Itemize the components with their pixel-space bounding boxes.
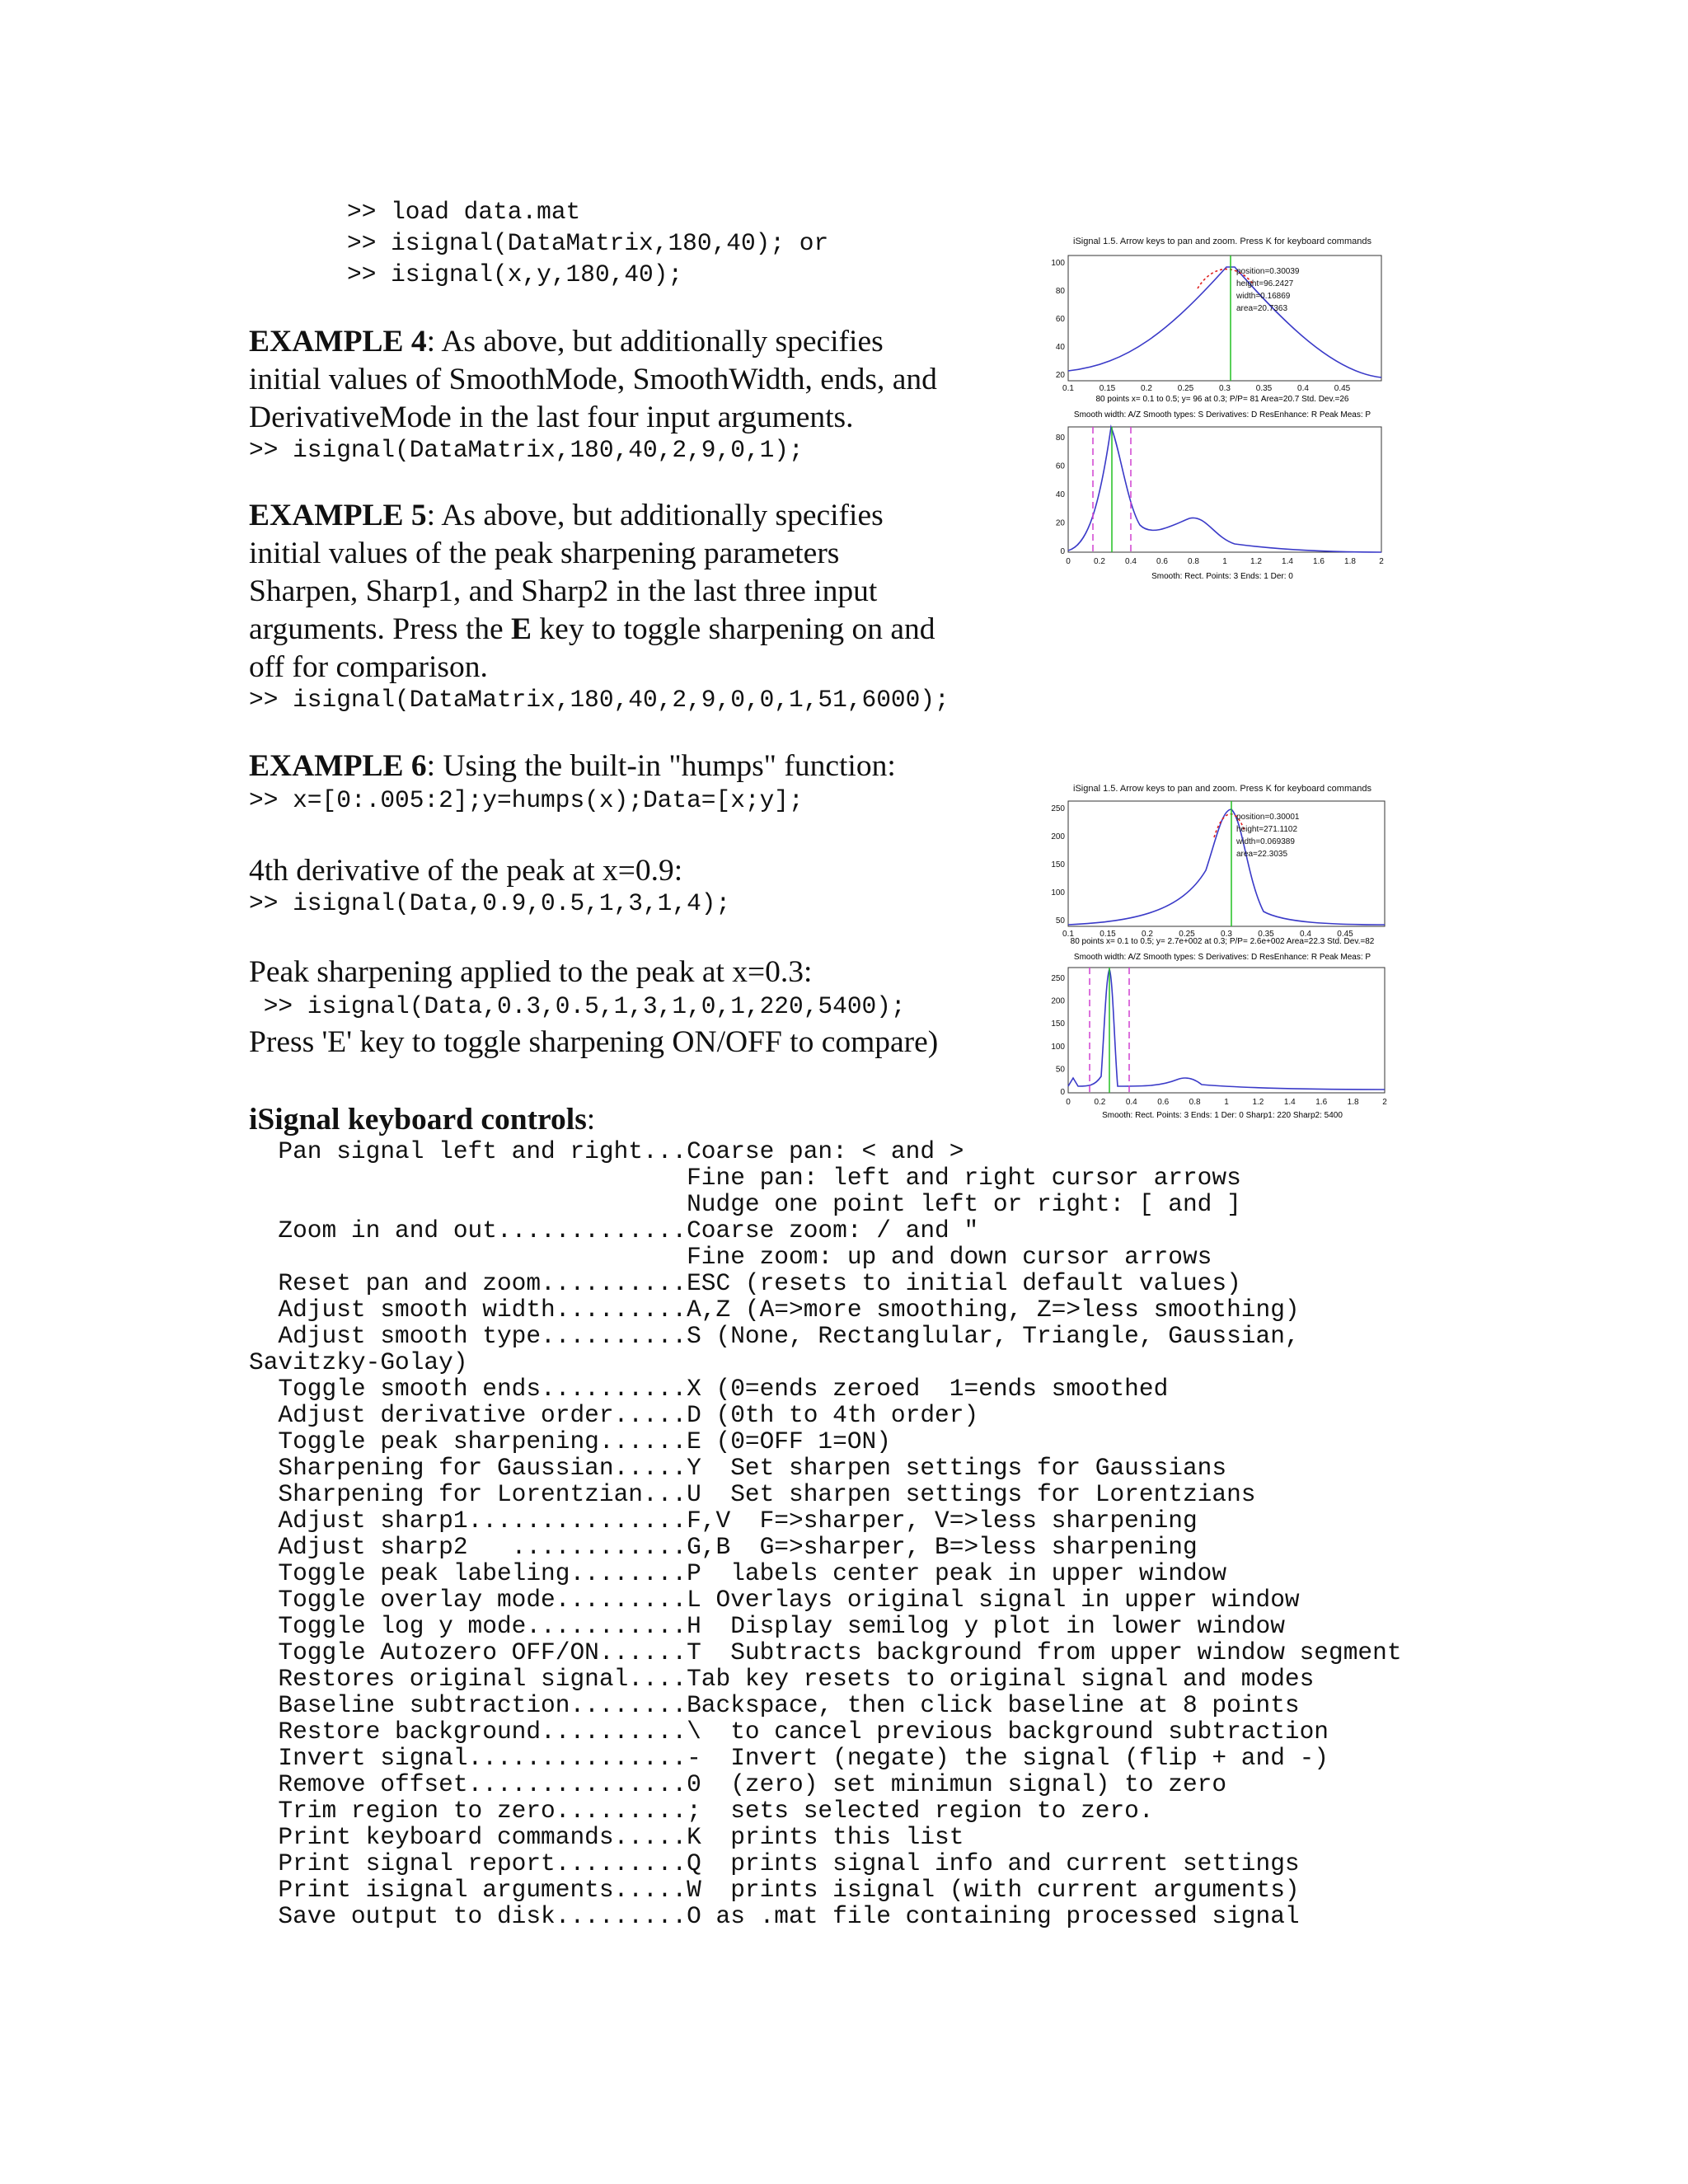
y-tick-label: 100: [1051, 1042, 1065, 1052]
x-tick-label: 1: [1224, 1098, 1229, 1107]
figure2-status2: Smooth width: A/Z Smooth types: S Derivatives: D ResEnhance: R Peak Meas: P: [1073, 953, 1372, 962]
x-tick-label: 0: [1066, 1098, 1071, 1107]
figure1-status2: Smooth width: A/Z Smooth types: S Derivatives: D ResEnhance: R Peak Meas: P: [1073, 410, 1372, 419]
controls-line: Print isignal arguments.....W prints isignal (with current arguments): [249, 1876, 1300, 1904]
x-tick-label: 0.35: [1258, 930, 1274, 939]
peak-info-label: height=271.1102: [1236, 825, 1298, 834]
example6-sharp-code: >> isignal(Data,0.3,0.5,1,3,1,0,1,220,5400);: [249, 992, 906, 1020]
controls-line: Fine zoom: up and down cursor arrows: [249, 1243, 1212, 1271]
x-tick-label: 0.2: [1142, 930, 1153, 939]
figure2-footer: Smooth: Rect. Points: 3 Ends: 1 Der: 0 Sharp1: 220 Sharp2: 5400: [1102, 1111, 1343, 1120]
controls-line: Print signal report.........Q prints signal info and current settings: [249, 1849, 1300, 1877]
intro-code-1: >> load data.mat: [347, 198, 581, 226]
x-tick-label: 0.3: [1221, 930, 1232, 939]
x-tick-label: 0.45: [1334, 384, 1351, 393]
figure2-status1: 80 points x= 0.1 to 0.5; y= 2.7e+002 at 0.3; P/P= 2.6e+002 Area=22.3 Std. Dev.=82: [1070, 937, 1375, 946]
controls-line: Restore background..........\ to cancel previous background subtraction: [249, 1718, 1329, 1746]
controls-line: Fine pan: left and right cursor arrows: [249, 1164, 1241, 1192]
peak-info-label: position=0.30001: [1236, 813, 1300, 822]
controls-line: Nudge one point left or right: [ and ]: [249, 1190, 1241, 1218]
y-tick-label: 150: [1051, 860, 1065, 869]
intro-code-3: >> isignal(x,y,180,40);: [347, 260, 683, 288]
controls-line: Reset pan and zoom..........ESC (resets to initial default values): [249, 1269, 1241, 1297]
peak-info-label: width=0.16869: [1236, 292, 1291, 301]
example5-code: >> isignal(DataMatrix,180,40,2,9,0,0,1,51,6000);: [249, 686, 950, 714]
x-tick-label: 0.6: [1157, 1098, 1170, 1107]
peak-info-label: area=20.7363: [1236, 304, 1288, 313]
x-tick-label: 0.25: [1177, 384, 1194, 393]
x-tick-label: 0.45: [1337, 930, 1353, 939]
example6-deriv-code: >> isignal(Data,0.9,0.5,1,3,1,4);: [249, 889, 731, 917]
controls-line: Pan signal left and right...Coarse pan: < and >: [249, 1137, 964, 1165]
controls-line: Adjust smooth type..........S (None, Rectanglular, Triangle, Gaussian,: [249, 1322, 1300, 1350]
example6-sharp-note: Press 'E' key to toggle sharpening ON/OFF to compare): [249, 1025, 939, 1059]
controls-line: Toggle smooth ends..........X (0=ends zeroed 1=ends smoothed: [249, 1375, 1169, 1403]
x-tick-label: 1.6: [1313, 557, 1325, 566]
x-tick-label: 0.4: [1300, 930, 1311, 939]
controls-line: Toggle log y mode...........H Display semilog y plot in lower window: [249, 1612, 1285, 1640]
example6-heading: EXAMPLE 6: Using the built-in "humps" function:: [249, 749, 896, 783]
x-tick-label: 1.8: [1344, 557, 1356, 566]
x-tick-label: 1.2: [1252, 1098, 1264, 1107]
example4-code: >> isignal(DataMatrix,180,40,2,9,0,1);: [249, 436, 804, 464]
example5-line-1: EXAMPLE 5: As above, but additionally specifies: [249, 499, 884, 532]
y-tick-label: 150: [1051, 1019, 1065, 1029]
x-tick-label: 0.4: [1297, 384, 1309, 393]
y-tick-label: 80: [1055, 434, 1065, 443]
peak-info-label: width=0.069389: [1236, 837, 1295, 846]
x-tick-label: 1.4: [1282, 557, 1293, 566]
figure1-title: iSignal 1.5. Arrow keys to pan and zoom. Press K for keyboard commands: [1073, 237, 1372, 246]
controls-line: Toggle peak sharpening......E (0=OFF 1=ON): [249, 1427, 891, 1455]
x-tick-label: 1.8: [1347, 1098, 1359, 1107]
y-tick-label: 20: [1055, 371, 1065, 380]
controls-line: Toggle overlay mode.........L Overlays original signal in upper window: [249, 1586, 1300, 1614]
example5-label: EXAMPLE 5: [249, 499, 427, 532]
controls-line: Adjust sharp1...............F,V F=>sharper, V=>less sharpening: [249, 1507, 1198, 1535]
figure2-lower-axes: [1068, 968, 1385, 1093]
controls-line: Remove offset...............0 (zero) set minimun signal) to zero: [249, 1770, 1227, 1798]
figure1-upper-axes: [1068, 255, 1381, 381]
controls-line: Restores original signal....Tab key resets to original signal and modes: [249, 1665, 1315, 1693]
figure2-upper-axes: [1068, 801, 1385, 926]
x-tick-label: 0.8: [1188, 557, 1199, 566]
x-tick-label: 1: [1222, 557, 1227, 566]
x-tick-label: 0.6: [1156, 557, 1168, 566]
controls-line: Sharpening for Lorentzian...U Set sharpen settings for Lorentzians: [249, 1480, 1256, 1508]
x-tick-label: 0.35: [1255, 384, 1273, 393]
peak-info-label: position=0.30039: [1236, 267, 1300, 276]
x-tick-label: 1.4: [1283, 1098, 1296, 1107]
x-tick-label: 0.15: [1100, 930, 1116, 939]
example5-line-5: off for comparison.: [249, 650, 488, 684]
controls-heading: iSignal keyboard controls:: [249, 1103, 596, 1137]
example5-line-2: initial values of the peak sharpening parameters: [249, 537, 840, 570]
y-tick-label: 40: [1055, 343, 1065, 352]
y-tick-label: 60: [1055, 462, 1065, 471]
y-tick-label: 50: [1055, 1065, 1065, 1075]
x-tick-label: 0.25: [1179, 930, 1195, 939]
example4-line-3: DerivativeMode in the last four input arguments.: [249, 401, 854, 434]
x-tick-label: 0.4: [1125, 1098, 1137, 1107]
x-tick-label: 0.2: [1094, 1098, 1106, 1107]
x-tick-label: 2: [1382, 1098, 1387, 1107]
controls-line: Sharpening for Gaussian.....Y Set sharpen settings for Gaussians: [249, 1454, 1227, 1482]
x-tick-label: 0.3: [1219, 384, 1231, 393]
y-tick-label: 100: [1051, 888, 1065, 898]
y-tick-label: 80: [1055, 287, 1065, 296]
y-tick-label: 40: [1055, 490, 1065, 499]
x-tick-label: 0.2: [1141, 384, 1152, 393]
controls-line: Adjust derivative order.....D (0th to 4th order): [249, 1401, 979, 1429]
isignal-figure-2: [1037, 780, 1416, 1124]
y-tick-label: 60: [1055, 315, 1065, 324]
x-tick-label: 0.1: [1062, 930, 1074, 939]
controls-line: Zoom in and out.............Coarse zoom: / and ": [249, 1216, 979, 1244]
y-tick-label: 250: [1051, 974, 1065, 983]
example5-line-3: Sharpen, Sharp1, and Sharp2 in the last three input: [249, 574, 878, 608]
y-tick-label: 0: [1060, 1088, 1065, 1097]
controls-line: Print keyboard commands.....K prints this list: [249, 1823, 964, 1851]
y-tick-label: 20: [1055, 518, 1065, 528]
peak-info-label: area=22.3035: [1236, 850, 1288, 859]
example4-line-2: initial values of SmoothMode, SmoothWidth, ends, and: [249, 363, 937, 396]
x-tick-label: 0: [1066, 557, 1071, 566]
example6-label: EXAMPLE 6: [249, 749, 427, 783]
x-tick-label: 0.15: [1099, 384, 1116, 393]
figure1-lower-axes: [1068, 427, 1381, 552]
x-tick-label: 0.8: [1189, 1098, 1201, 1107]
y-tick-label: 50: [1055, 916, 1065, 926]
x-tick-label: 1.2: [1250, 557, 1262, 566]
example4-line-1: EXAMPLE 4: As above, but additionally specifies: [249, 325, 884, 359]
example6-sharp-text: Peak sharpening applied to the peak at x=0.3:: [249, 955, 813, 989]
y-tick-label: 100: [1051, 259, 1065, 268]
intro-code-2: >> isignal(DataMatrix,180,40); or: [347, 229, 829, 257]
y-tick-label: 250: [1051, 804, 1065, 813]
x-tick-label: 1.6: [1315, 1098, 1328, 1107]
x-tick-label: 0.1: [1062, 384, 1074, 393]
figure2-title: iSignal 1.5. Arrow keys to pan and zoom. Press K for keyboard commands: [1073, 784, 1372, 794]
controls-line: Toggle peak labeling........P labels center peak in upper window: [249, 1559, 1227, 1587]
example6-deriv-text: 4th derivative of the peak at x=0.9:: [249, 854, 683, 888]
isignal-figure-1: [1037, 232, 1408, 587]
example6-code: >> x=[0:.005:2];y=humps(x);Data=[x;y];: [249, 786, 804, 814]
controls-line: Toggle Autozero OFF/ON......T Subtracts background from upper window segment: [249, 1638, 1402, 1666]
example4-label: EXAMPLE 4: [249, 325, 427, 359]
controls-line: Save output to disk.........O as .mat file containing processed signal: [249, 1902, 1300, 1930]
controls-line: Adjust smooth width.........A,Z (A=>more smoothing, Z=>less smoothing): [249, 1296, 1300, 1324]
controls-line: Baseline subtraction........Backspace, then click baseline at 8 points: [249, 1691, 1300, 1719]
x-tick-label: 0.4: [1125, 557, 1137, 566]
controls-line: Trim region to zero.........; sets selected region to zero.: [249, 1797, 1154, 1825]
peak-info-label: height=96.2427: [1236, 279, 1294, 288]
x-tick-label: 0.2: [1094, 557, 1105, 566]
figure1-status1: 80 points x= 0.1 to 0.5; y= 96 at 0.3; P/P= 81 Area=20.7 Std. Dev.=26: [1095, 395, 1349, 404]
y-tick-label: 200: [1051, 832, 1065, 841]
example5-line-4: arguments. Press the E key to toggle sharpening on and: [249, 612, 935, 646]
controls-line: Savitzky-Golay): [249, 1348, 468, 1376]
controls-line: Adjust sharp2 ............G,B G=>sharper, B=>less sharpening: [249, 1533, 1198, 1561]
figure1-footer: Smooth: Rect. Points: 3 Ends: 1 Der: 0: [1151, 572, 1293, 581]
x-tick-label: 2: [1379, 557, 1384, 566]
y-tick-label: 200: [1051, 996, 1065, 1006]
controls-line: Invert signal...............- Invert (negate) the signal (flip + and -): [249, 1744, 1329, 1772]
y-tick-label: 0: [1060, 547, 1065, 556]
